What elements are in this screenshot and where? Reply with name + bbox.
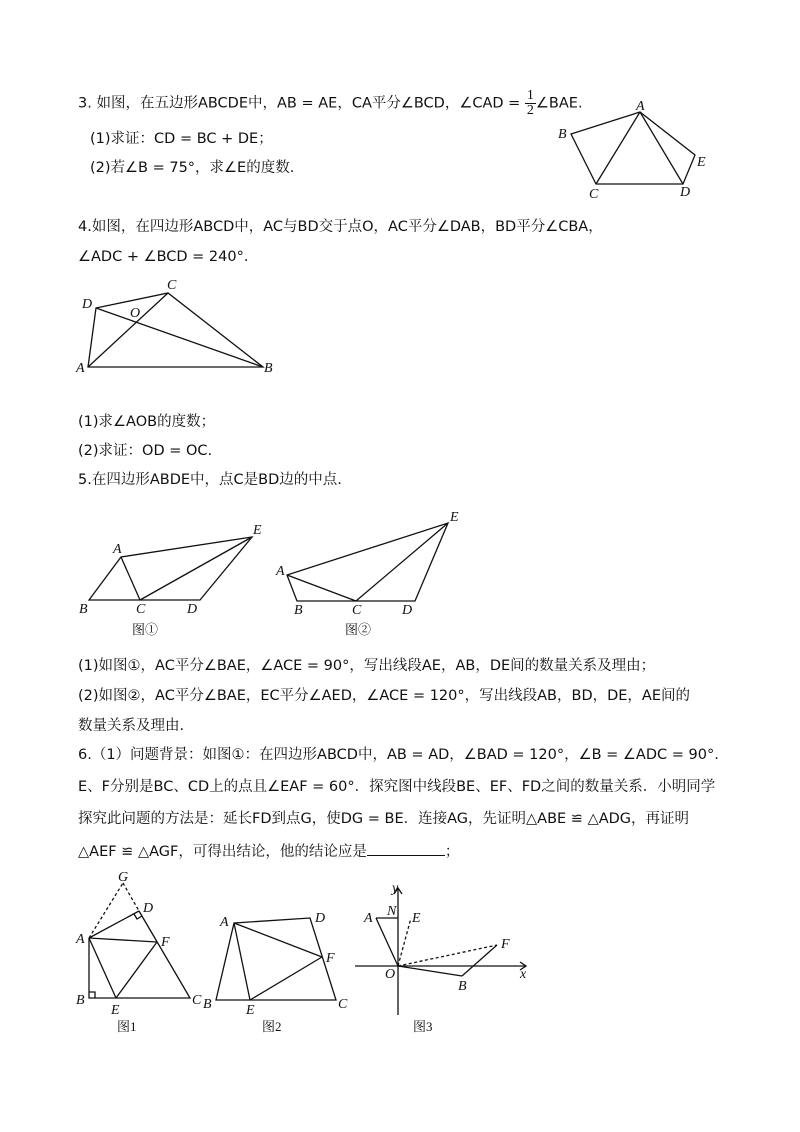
q6-line3: 探究此问题的方法是：延长FD到点G，使DG = BE．连接AG，先证明△ABE ≌ △ADG，再证明 (78, 811, 690, 827)
q6-fig3-label-n: N (387, 904, 397, 919)
q6-fig1-label-d: D (143, 901, 154, 916)
q5-fig2-label-a: A (276, 564, 285, 579)
q3-label-a: A (636, 99, 645, 114)
q5-part2-continued: 数量关系及理由. (78, 718, 185, 734)
q4-label-a: A (76, 361, 85, 376)
q6-fig1-label-a: A (76, 932, 85, 947)
q6-fig2-label-b: B (203, 997, 212, 1012)
q3-label-c: C (589, 187, 599, 202)
q5-fig1-label-b: B (79, 602, 88, 617)
q3-label-e: E (697, 155, 706, 170)
q6-fig3-label-x: x (520, 967, 527, 982)
q5-fig1-label-d: D (187, 602, 198, 617)
q6-fig2-label-d: D (315, 911, 326, 926)
q5-fig1-label-e: E (253, 523, 262, 538)
q4-label-d: D (82, 297, 93, 312)
q3-label-d: D (680, 185, 691, 200)
q6-fig1-label-e: E (111, 1003, 120, 1018)
q4-part1: (1)求∠AOB的度数； (78, 414, 216, 430)
q5-fig1-caption: 图① (132, 622, 159, 637)
q5-statement: 5.在四边形ABDE中，点C是BD边的中点. (78, 472, 342, 488)
q6-fig3-segment-ob (398, 966, 462, 976)
q6-fig3-caption: 图3 (413, 1019, 433, 1034)
q6-fig2-label-a: A (220, 915, 229, 930)
q6-fig3-dashed-of (398, 945, 497, 966)
q3-label-b: B (558, 127, 567, 142)
q6-fig3-label-y: y (392, 881, 399, 896)
q6-fig3-label-o: O (385, 967, 396, 982)
q4-label-c: C (167, 278, 177, 293)
q3-frac-denominator: 2 (526, 103, 534, 118)
q6-line4-text: △AEF ≌ △AGF，可得出结论，他的结论应是 (78, 844, 367, 860)
q5-fig2-caption: 图② (345, 622, 372, 637)
q4-statement: 4.如图，在四边形ABCD中，AC与BD交于点O，AC平分∠DAB，BD平分∠CBA， (78, 219, 603, 235)
q5-part2: (2)如图②，AC平分∠BAE，EC平分∠AED，∠ACE = 120°，写出线段AB，BD，DE，AE间的 (78, 688, 691, 704)
q3-text: 3. 如图，在五边形ABCDE中，AB = AE，CA平分∠BCD，∠CAD = (78, 95, 525, 112)
q4-statement-2: ∠ADC + ∠BCD = 240°. (78, 249, 249, 265)
q3-text-end: ∠BAE. (535, 95, 583, 112)
q6-fig1-label-g: G (118, 870, 129, 885)
q6-fig3-label-e: E (412, 911, 421, 926)
q6-fig3-label-b: B (458, 979, 467, 994)
q4-label-o: O (130, 306, 141, 321)
q3-frac-numerator: 1 (526, 88, 534, 103)
q6-fig1-caption: 图1 (117, 1019, 137, 1034)
q5-fig1-label-a: A (113, 542, 122, 557)
q4-part2: (2)求证：OD = OC. (78, 443, 213, 459)
q4-label-b: B (264, 361, 273, 376)
q6-fig3-segment-bf (462, 945, 497, 976)
q5-part1: (1)如图①，AC平分∠BAE，∠ACE = 90°，写出线段AE，AB，DE间的数量关系及理由； (78, 658, 656, 674)
q6-fig3-label-a: A (364, 911, 373, 926)
q3-part1: (1)求证：CD = BC + DE； (90, 131, 273, 147)
q6-fig1-label-c: C (192, 993, 202, 1008)
q3-part2: (2)若∠B = 75°，求∠E的度数. (90, 160, 295, 176)
q5-fig2-label-d: D (402, 603, 413, 618)
q6-fig2-label-e: E (246, 1003, 255, 1018)
q6-fig3-segment-ao (376, 918, 398, 966)
q6-fig3-label-f: F (501, 937, 510, 952)
q6-fig2-label-f: F (326, 951, 335, 966)
q6-line4-end: ； (444, 844, 460, 860)
q5-fig2-label-c: C (352, 603, 362, 618)
q6-fig3-dashed-oe (398, 918, 411, 966)
q5-fig2-label-e: E (450, 510, 459, 525)
q6-line2: E、F分别是BC、CD上的点且∠EAF = 60°．探究图中线段BE、EF、FD之间的数量关系．小明同学 (78, 779, 716, 795)
q6-fig2-caption: 图2 (262, 1019, 282, 1034)
q6-fig1-label-b: B (76, 993, 85, 1008)
q6-line1: 6.（1）问题背景：如图①：在四边形ABCD中，AB = AD，∠BAD = 120°，∠B = ∠ADC = 90°. (78, 747, 719, 763)
q5-fig1-label-c: C (136, 602, 146, 617)
q6-fig2-label-c: C (338, 997, 348, 1012)
q6-fig1-label-f: F (161, 935, 170, 950)
q5-fig2-label-b: B (294, 603, 303, 618)
